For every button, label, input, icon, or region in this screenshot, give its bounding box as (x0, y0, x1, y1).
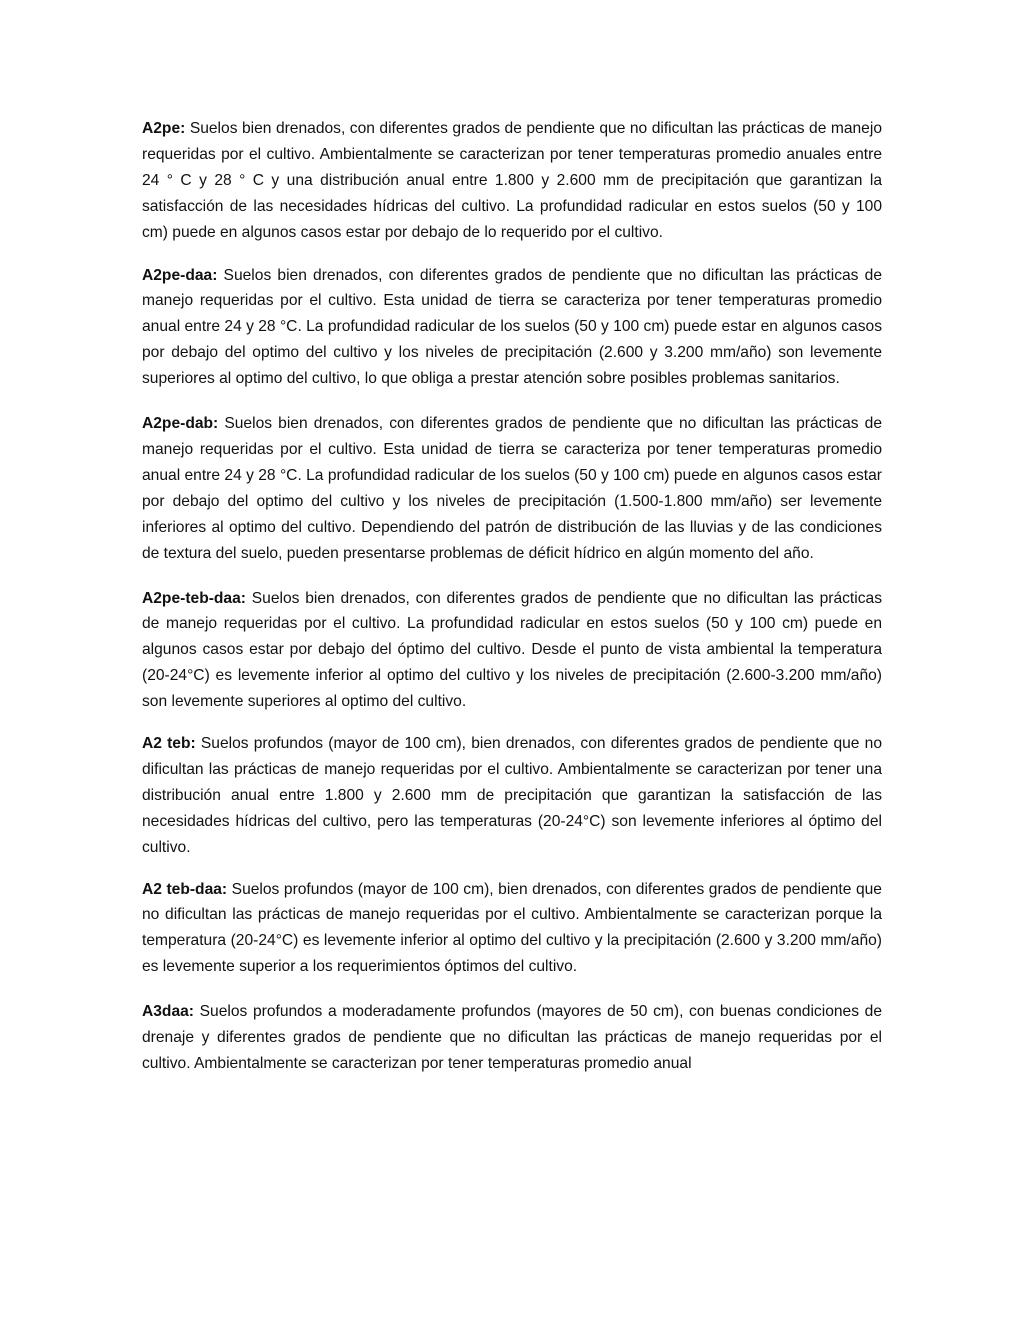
paragraph-a2pe-teb-daa (142, 586, 882, 716)
paragraph-text: Suelos profundos (mayor de 100 cm), bien drenados, con diferentes grados de pendiente que no dificultan las prácticas de manejo requeridas por el cultivo. Ambientalmente se caracterizan porque la temperatura (20-24°C) es levemente inferior al optimo del cultivo y la precipitación (2.600 y 3.200 mm/año) es levemente superior a los requerimientos óptimos del cultivo. (142, 880, 882, 976)
term-label: A2pe-daa: (142, 266, 218, 284)
document-body (142, 116, 882, 1077)
paragraph-text: Suelos profundos (mayor de 100 cm), bien drenados, con diferentes grados de pendiente que no dificultan las prácticas de manejo requeridas por el cultivo. Ambientalmente se caracterizan por tener una distribución anual entre 1.800 y 2.600 mm de precipitación que garantizan la satisfacción de las necesidades hídricas del cultivo, pero las temperaturas (20-24°C) son levemente inferiores al óptimo del cultivo. (142, 735, 882, 856)
term-label: A2 teb-daa: (142, 880, 228, 898)
term-label: A3daa: (142, 1003, 194, 1021)
term-label: A2 teb: (142, 735, 196, 753)
paragraph-a2-teb (142, 731, 882, 861)
paragraph-a2-teb-daa (142, 877, 882, 981)
paragraph-text: Suelos bien drenados, con diferentes grados de pendiente que no dificultan las prácticas de manejo requeridas por el cultivo. Ambientalmente se caracterizan por tener temperaturas promedio anuales entre 24 ° C y 28 ° C y una distribución anual entre 1.800 y 2.600 mm de precipitación que garantizan la satisfacción de las necesidades hídricas del cultivo. La profundidad radicular en estos suelos (50 y 100 cm) puede en algunos casos estar por debajo de lo requerido por el cultivo. (142, 120, 882, 241)
paragraph-text: Suelos bien drenados, con diferentes grados de pendiente que no dificultan las prácticas de manejo requeridas por el cultivo. Esta unidad de tierra se caracteriza por tener temperaturas promedio anual entre 24 y 28 °C. La profundidad radicular de los suelos (50 y 100 cm) puede en algunos casos estar por debajo del optimo del cultivo y los niveles de precipitación (1.500-1.800 mm/año) ser levemente inferiores al optimo del cultivo. Dependiendo del patrón de distribución de las lluvias y de las condiciones de textura del suelo, pueden presentarse problemas de déficit hídrico en algún momento del año. (142, 415, 882, 562)
paragraph-a2pe-dab (142, 411, 882, 566)
term-label: A2pe: (142, 120, 186, 137)
paragraph-a2pe-daa (142, 263, 882, 393)
term-label: A2pe-dab: (142, 415, 219, 433)
term-label: A2pe-teb-daa: (142, 589, 246, 607)
paragraph-text: Suelos bien drenados, con diferentes grados de pendiente que no dificultan las prácticas de manejo requeridas por el cultivo. La profundidad radicular en estos suelos (50 y 100 cm) puede en algunos casos estar por debajo del óptimo del cultivo. Desde el punto de vista ambiental la temperatura (20-24°C) es levemente inferior al optimo del cultivo y los niveles de precipitación (2.600-3.200 mm/año) son levemente superiores al optimo del cultivo. (142, 589, 882, 711)
paragraph-text: Suelos profundos a moderadamente profundos (mayores de 50 cm), con buenas condiciones de drenaje y diferentes grados de pendiente que no dificultan las prácticas de manejo requeridas por el cultivo. Ambientalmente se caracterizan por tener temperaturas promedio anual (142, 1003, 882, 1072)
paragraph-a3daa (142, 999, 882, 1077)
paragraph-text: Suelos bien drenados, con diferentes grados de pendiente que no dificultan las prácticas de manejo requeridas por el cultivo. Esta unidad de tierra se caracteriza por tener temperaturas promedio anual entre 24 y 28 °C. La profundidad radicular de los suelos (50 y 100 cm) puede estar en algunos casos por debajo del optimo del cultivo y los niveles de precipitación (2.600 y 3.200 mm/año) son levemente superiores al optimo del cultivo, lo que obliga a prestar atención sobre posibles problemas sanitarios. (142, 266, 882, 388)
paragraph-a2pe (142, 116, 882, 246)
